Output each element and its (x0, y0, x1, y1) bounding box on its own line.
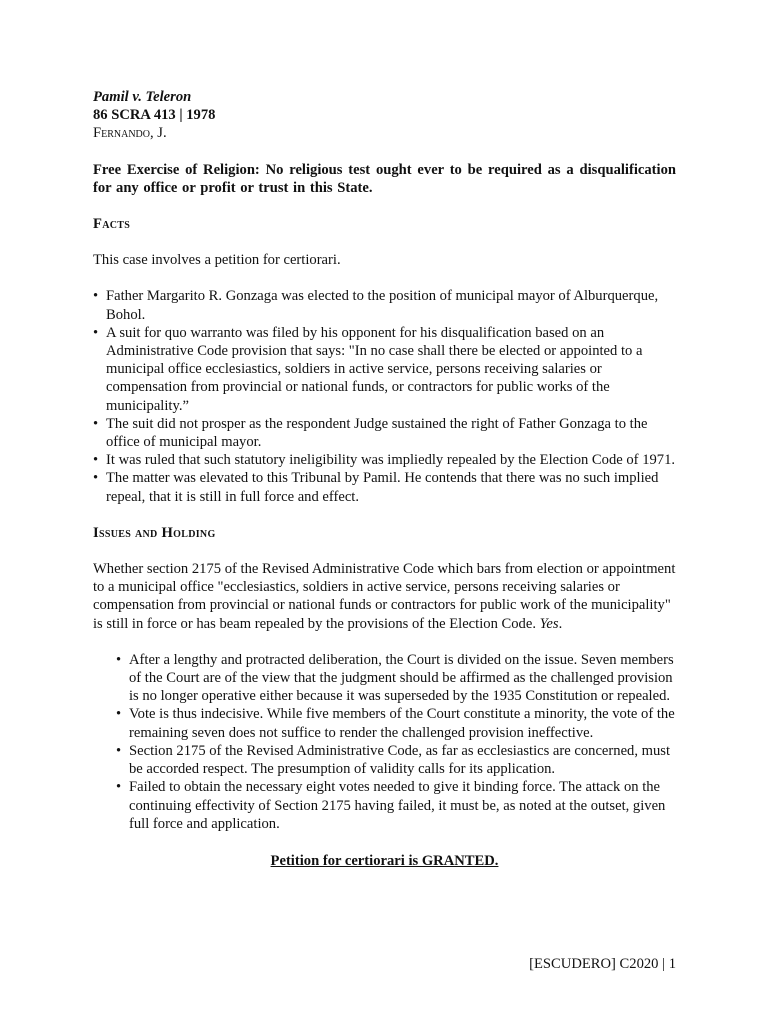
list-item: • The suit did not prosper as the respondent Judge sustained the right of Father Gonzaga to the office of municipal mayor. (93, 415, 676, 451)
facts-list (93, 287, 676, 505)
ponente: Fernando, J. (93, 125, 167, 142)
list-item: • Father Margarito R. Gonzaga was elected to the position of municipal mayor of Alburquerque, Bohol. (93, 287, 676, 323)
list-item: • After a lengthy and protracted deliberation, the Court is divided on the issue. Seven members of the Court are of the view that the judgment should be affirmed as the challenged provision is no longer operative either because it was superseded by the 1935 Constitution or repealed. (116, 651, 676, 706)
disposition: Petition for certiorari is GRANTED. (270, 852, 499, 869)
list-item: • Vote is thus indecisive. While five members of the Court constitute a minority, the vote of the remaining seven does not suffice to render the challenged provision ineffective. (116, 705, 676, 741)
issues-heading: Issues and Holding (93, 524, 216, 541)
list-item: • The matter was elevated to this Tribunal by Pamil. He contends that there was no such implied repeal, that it is still in full force and effect. (93, 469, 676, 505)
issue-paragraph: Whether section 2175 of the Revised Administrative Code which bars from election or appointment to a municipal office "ecclesiastics, soldiers in active service, persons receiving salaries or compensation from provincial or national funds or contractors for public work of the municipality" is still in force or has beam repealed by the provisions of the Election Code. Yes. (93, 561, 676, 632)
issue-text: Whether section 2175 of the Revised Administrative Code which bars from election or appointment to a municipal office "ecclesiastics, soldiers in active service, persons receiving salaries or compensation from provincial or national funds or contractors for public work of the municipality" is still in force or has beam repealed by the provisions of the Election Code. (93, 561, 676, 632)
facts-intro: This case involves a petition for certiorari. (93, 252, 341, 269)
list-item: • It was ruled that such statutory ineligibility was impliedly repealed by the Election Code of 1971. (93, 451, 676, 469)
case-citation: 86 SCRA 413 | 1978 (93, 107, 216, 124)
doctrine: Free Exercise of Religion: No religious test ought ever to be required as a disqualification for any office or profit or trust in this State. (93, 161, 676, 196)
holding-list (93, 651, 676, 833)
page-footer: [ESCUDERO] C2020 | 1 (529, 956, 676, 972)
list-item: • Section 2175 of the Revised Administrative Code, as far as ecclesiastics are concerned, must be accorded respect. The presumption of validity calls for its application. (116, 742, 676, 778)
list-item: • Failed to obtain the necessary eight votes needed to give it binding force. The attack on the continuing effectivity of Section 2175 having failed, it must be, as noted at the outset, given full force and application. (116, 778, 676, 833)
case-title: Pamil v. Teleron (93, 89, 192, 105)
holding-answer: Yes (539, 615, 559, 632)
facts-heading: Facts (93, 216, 131, 233)
list-item: • A suit for quo warranto was filed by his opponent for his disqualification based on an Administrative Code provision that says: "In no case shall there be elected or appointed to a municipal office ecclesiastics, soldiers in active service, persons receiving salaries or compensation from provincial or national funds, or contractors for public works of the municipality.” (93, 324, 676, 415)
document-page (93, 88, 676, 870)
